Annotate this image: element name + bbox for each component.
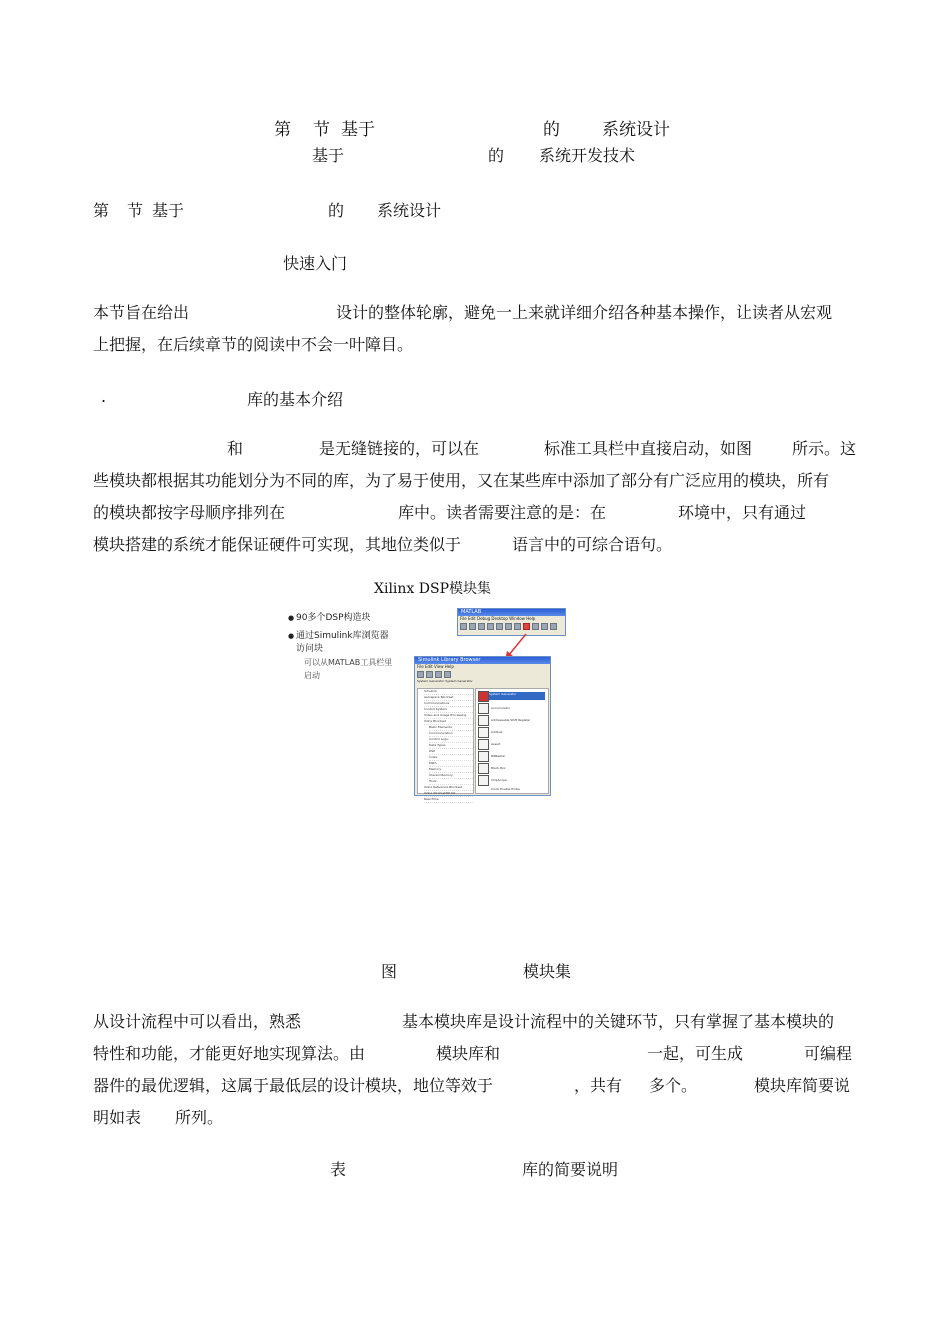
quickstart-heading: 快速入门 — [283, 254, 348, 273]
block-icon[interactable] — [478, 727, 489, 738]
table-caption-2: 库的简要说明 — [522, 1160, 619, 1179]
block-label[interactable]: Accumulator — [491, 706, 510, 710]
text: 是无缝链接的，可以在 — [319, 439, 480, 458]
guide-icon[interactable] — [532, 623, 539, 630]
subheading-text: 库的基本介绍 — [247, 390, 344, 409]
text: ，共有 — [574, 1076, 623, 1095]
block-icon[interactable] — [478, 751, 489, 762]
tree-item[interactable]: Memory — [429, 767, 473, 773]
block-label[interactable]: Clock Enable Probe — [491, 787, 520, 791]
figure-sub-bullet: 可以从MATLAB工具栏里启动 — [304, 658, 393, 680]
cut-icon[interactable] — [478, 623, 485, 630]
doc-title-3: 基于 — [341, 120, 375, 140]
tree-item[interactable]: Video and Image Processing — [424, 713, 473, 719]
section-heading-1: 第 — [93, 201, 110, 220]
table-caption-1: 表 — [330, 1160, 347, 1179]
doc-title-5: 系统设计 — [602, 120, 670, 140]
tree-item[interactable]: DSP — [429, 749, 473, 755]
text: 明如表 — [93, 1108, 142, 1127]
text: 些模块都根据其功能划分为不同的库，为了易于使用，又在某些库中添加了部分有广泛应用的模块，所有 — [93, 471, 830, 490]
doc-title-2: 节 — [313, 120, 330, 140]
open-icon[interactable] — [469, 623, 476, 630]
figure-caption-1: 图 — [381, 962, 398, 981]
block-icon[interactable] — [478, 691, 489, 702]
tree-item[interactable]: Real-Time — [424, 797, 473, 803]
block-label[interactable]: BitBasher — [491, 754, 506, 758]
text: 可编程 — [804, 1044, 853, 1063]
figure-bullet: ● 通过Simulink库浏览器访问块 — [288, 630, 391, 656]
block-label[interactable]: Addressable Shift Register — [491, 718, 531, 722]
tree-item[interactable]: Control System — [424, 707, 473, 713]
section-heading-3: 基于 — [152, 201, 185, 220]
text: 库中。读者需要注意的是：在 — [398, 503, 607, 522]
text: 从设计流程中可以看出，熟悉 — [93, 1012, 302, 1031]
tree-item[interactable]: Index — [429, 755, 473, 761]
tree-item[interactable]: Basic Elements — [429, 725, 473, 731]
tree-item[interactable]: Communications — [424, 701, 473, 707]
text: 模块库和 — [436, 1044, 501, 1063]
find-icon[interactable] — [444, 671, 451, 678]
tree-item[interactable]: Xilinx Blockset — [424, 719, 473, 725]
block-icon[interactable] — [478, 775, 489, 786]
figure-title: Xilinx DSP模块集 — [374, 581, 491, 597]
text: 一起，可生成 — [647, 1044, 744, 1063]
block-label[interactable]: System Generator — [489, 692, 545, 700]
text: 模块搭建的系统才能保证硬件可实现，其地位类似于 — [93, 535, 462, 554]
doc-subtitle-3: 系统开发技术 — [539, 146, 636, 165]
doc-subtitle-2: 的 — [488, 146, 505, 165]
browser-titlebar: Simulink Library Browser — [415, 657, 550, 664]
new-model-icon[interactable] — [417, 671, 424, 678]
section-heading-5: 系统设计 — [377, 201, 442, 220]
undo-icon[interactable] — [505, 623, 512, 630]
text: 设计的整体轮廓，避免一上来就详细介绍各种基本操作，让读者从宏观 — [336, 303, 833, 322]
text: 环境中，只有通过 — [678, 503, 807, 522]
matlab-titlebar: MATLAB — [458, 609, 565, 616]
simulink-library-browser — [414, 656, 551, 801]
text: 的模块都按字母顺序排列在 — [93, 503, 286, 522]
block-list — [475, 688, 549, 794]
tree-item[interactable]: Data Types — [429, 743, 473, 749]
simulink-library-icon[interactable] — [523, 623, 530, 630]
paragraph-library-intro — [93, 433, 857, 561]
doc-title-4: 的 — [543, 120, 560, 140]
redo-icon[interactable] — [514, 623, 521, 630]
text: 模块库简要说 — [754, 1076, 851, 1095]
doc-subtitle-1: 基于 — [312, 146, 345, 165]
tree-item[interactable]: Aerospace Blockset — [424, 695, 473, 701]
block-icon[interactable] — [478, 703, 489, 714]
tree-item[interactable]: Xilinx XtremeDSP Kit — [424, 791, 473, 797]
open-model-icon[interactable] — [426, 671, 433, 678]
copy-icon[interactable] — [487, 623, 494, 630]
matlab-menu[interactable]: File Edit Debug Desktop Window Help — [460, 616, 536, 621]
browser-tabs[interactable]: System Generator System Generator — [417, 679, 473, 683]
tree-item[interactable]: Communication — [429, 731, 473, 737]
figure-caption-2: 模块集 — [523, 962, 572, 981]
text: 上把握，在后续章节的阅读中不会一叶障目。 — [93, 335, 414, 354]
text: 所列。 — [175, 1108, 224, 1127]
text: 本节旨在给出 — [93, 303, 190, 322]
browser-menu[interactable]: File Edit View Help — [417, 664, 454, 669]
pin-icon[interactable] — [435, 671, 442, 678]
paste-icon[interactable] — [496, 623, 503, 630]
section-heading-4: 的 — [328, 201, 345, 220]
block-icon[interactable] — [478, 763, 489, 774]
text: 所示。这 — [792, 439, 857, 458]
library-tree — [417, 688, 474, 801]
doc-title-1: 第 — [274, 120, 291, 140]
text: 和 — [227, 439, 244, 458]
tree-item[interactable]: Tools — [429, 779, 473, 785]
block-label[interactable]: Black Box — [491, 766, 506, 770]
tree-item[interactable]: Math — [429, 761, 473, 767]
text: 多个。 — [649, 1076, 698, 1095]
matlab-toolbar — [458, 622, 565, 630]
browser-toolbar — [415, 670, 550, 678]
tree-item[interactable]: Shared Memory — [429, 773, 473, 779]
block-icon[interactable] — [478, 715, 489, 726]
subheading-number: . — [101, 387, 107, 406]
text: 特性和功能，才能更好地实现算法。由 — [93, 1044, 366, 1063]
block-label[interactable]: Assert — [491, 742, 501, 746]
new-file-icon[interactable] — [460, 623, 467, 630]
block-label[interactable]: AddSub — [491, 730, 503, 734]
tree-item[interactable]: Simulink — [424, 689, 473, 695]
text: 语言中的可综合语句。 — [512, 535, 673, 554]
figure-xilinx-dsp-blockset — [288, 572, 588, 802]
section-heading-2: 节 — [127, 201, 144, 220]
help-icon[interactable] — [550, 623, 557, 630]
figure-bullet: ● 90多个DSP构造块 — [288, 612, 408, 625]
paragraph-design-flow — [93, 1006, 857, 1134]
block-icon[interactable] — [478, 739, 489, 750]
text: 基本模块库是设计流程中的关键环节，只有掌握了基本模块的 — [402, 1012, 835, 1031]
text: 标准工具栏中直接启动，如图 — [544, 439, 753, 458]
paragraph-intro — [93, 297, 857, 361]
text: 器件的最优逻辑，这属于最低层的设计模块，地位等效于 — [93, 1076, 494, 1095]
profiler-icon[interactable] — [541, 623, 548, 630]
block-label[interactable]: ChipScope — [491, 778, 507, 782]
tree-item[interactable]: Control Logic — [429, 737, 473, 743]
tree-item[interactable]: Xilinx Reference Blockset — [424, 785, 473, 791]
figure-bullets — [288, 612, 408, 682]
